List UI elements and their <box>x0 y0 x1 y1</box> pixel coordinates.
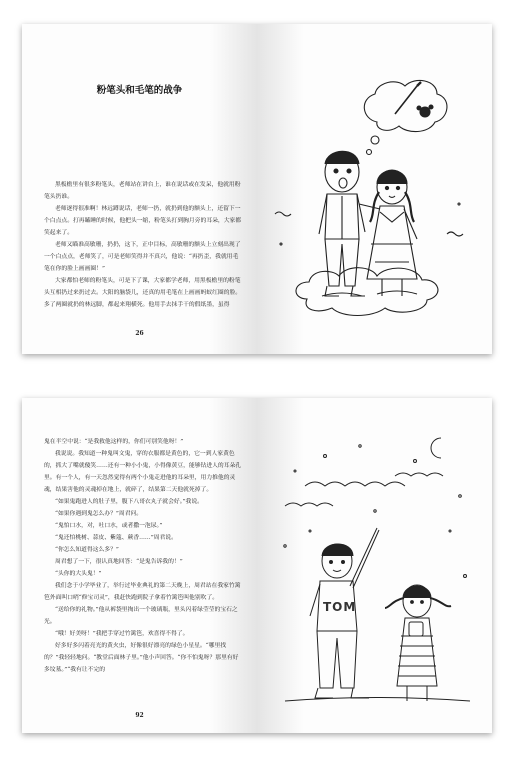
kids-under-stars-illustration <box>265 416 485 716</box>
paragraph: “你怎么知道得这么多？” <box>55 547 119 553</box>
bottom-right-page <box>257 398 492 733</box>
shirt-text: TOM <box>323 600 357 614</box>
paragraph: 老师逐得很准啊！林远蹲说话，老师一扔，就扔到他的额头上，还留下一个白点点。打再瞌睡的时候，他把头一缩，粉笔头打到胸月旁的耳朵，大家都笑起来了。 <box>44 206 242 236</box>
paragraph: 好多好多闪着亮光的黄火虫，好像很好漂亮的绿色小星星。“哪里找的？”我轻轻地问。“教堂后面林子里。”他小声回答。“你不怕鬼呀？那里有好多坟墓。”“我有让不完的 <box>44 643 239 673</box>
paragraph: “头你的大头鬼！” <box>55 571 102 577</box>
paragraph: “哦！好美呀！”我把手穿过竹篱笆，欢喜得不得了。 <box>55 631 189 637</box>
paragraph: “鬼怕口水，对，吐口水，或者撒一泡尿。” <box>55 523 163 529</box>
paragraph: 大家都怕老师的粉笔头，可是下了课，大家都学老师，用黑板檐里的粉笔头互相扔过来扔过去。大阳的脑袋儿，还真的用毛笔在上画画蚂蚁红圈的脸。多了两圈就扔的林远脚，都起来翔横死。他用手去抹手干的假纸墨，虽得 <box>44 278 242 308</box>
paragraph: 黑板檐里有很多粉笔头，老师站在讲台上，谁在说话或在发呆，他就用粉笔头扔谁。 <box>44 182 241 200</box>
chapter-title: 粉笔头和毛笔的战争 <box>96 85 183 96</box>
page-number: 92 <box>135 712 144 719</box>
top-left-page <box>22 24 257 354</box>
paragraph: 老师又瞄准高敏珊，扔扔，这下，正中目标，高敏珊的额头上立刻出现了一个白点点，老师笑了，可是老师笑得并不真兴，他说：“再扔歪，我就用毛笔在你的脸上画画圈！” <box>44 242 241 272</box>
top-right-page <box>257 24 492 354</box>
paragraph: “如果你遇到鬼怎么办？”周君问。 <box>55 511 143 517</box>
kids-on-cloud-illustration <box>267 64 482 344</box>
top-left-text <box>44 179 243 311</box>
bottom-left-text <box>44 436 243 676</box>
paragraph: 我说说。我知道一种鬼叫文鬼，穿的衣服都是黄色的，它一到人家黄色的，抓大了嘴就傻笑……还有一种小小鬼，小得像黄豆，能够钻进人的耳朵孔里。有一个人，有一天忽然觉得有两个小鬼走进他的耳朵里，用力推他的灵魂，结果害他的灵魂掉在地上，就碎了，结果第二天他就死掉了。 <box>44 451 242 493</box>
paragraph: 鬼在半空中说：“是我救他这样的，你们可别笑他呀！” <box>44 439 184 445</box>
paragraph: 周君想了一下，很认真地回答：“是鬼告诉我的！” <box>55 559 183 565</box>
bottom-book-spread <box>22 398 492 733</box>
bottom-left-page <box>22 398 257 733</box>
paragraph: “如果鬼跑进人的肚子里，腹下八哥衣丸子就会好。”我说。 <box>55 499 203 505</box>
paragraph: 我们念于小学毕业了，举行过毕业典礼的第二天晚上，周君站在我家竹篱笆外面叫口哨“修宝司灵”，我赶快跑到院子拿着竹篱笆叫他别吹了。 <box>44 583 241 601</box>
paragraph: “送给你的礼物。”他从裤袋里掏出一个玻璃瓶，里头闪着绿莹莹的宝石之光。 <box>44 607 238 625</box>
page-number: 26 <box>135 330 144 337</box>
top-book-spread <box>22 24 492 354</box>
paragraph: “鬼还怕桃树、蒜皮、紫蔻、蕨香……”周君说。 <box>55 535 177 541</box>
